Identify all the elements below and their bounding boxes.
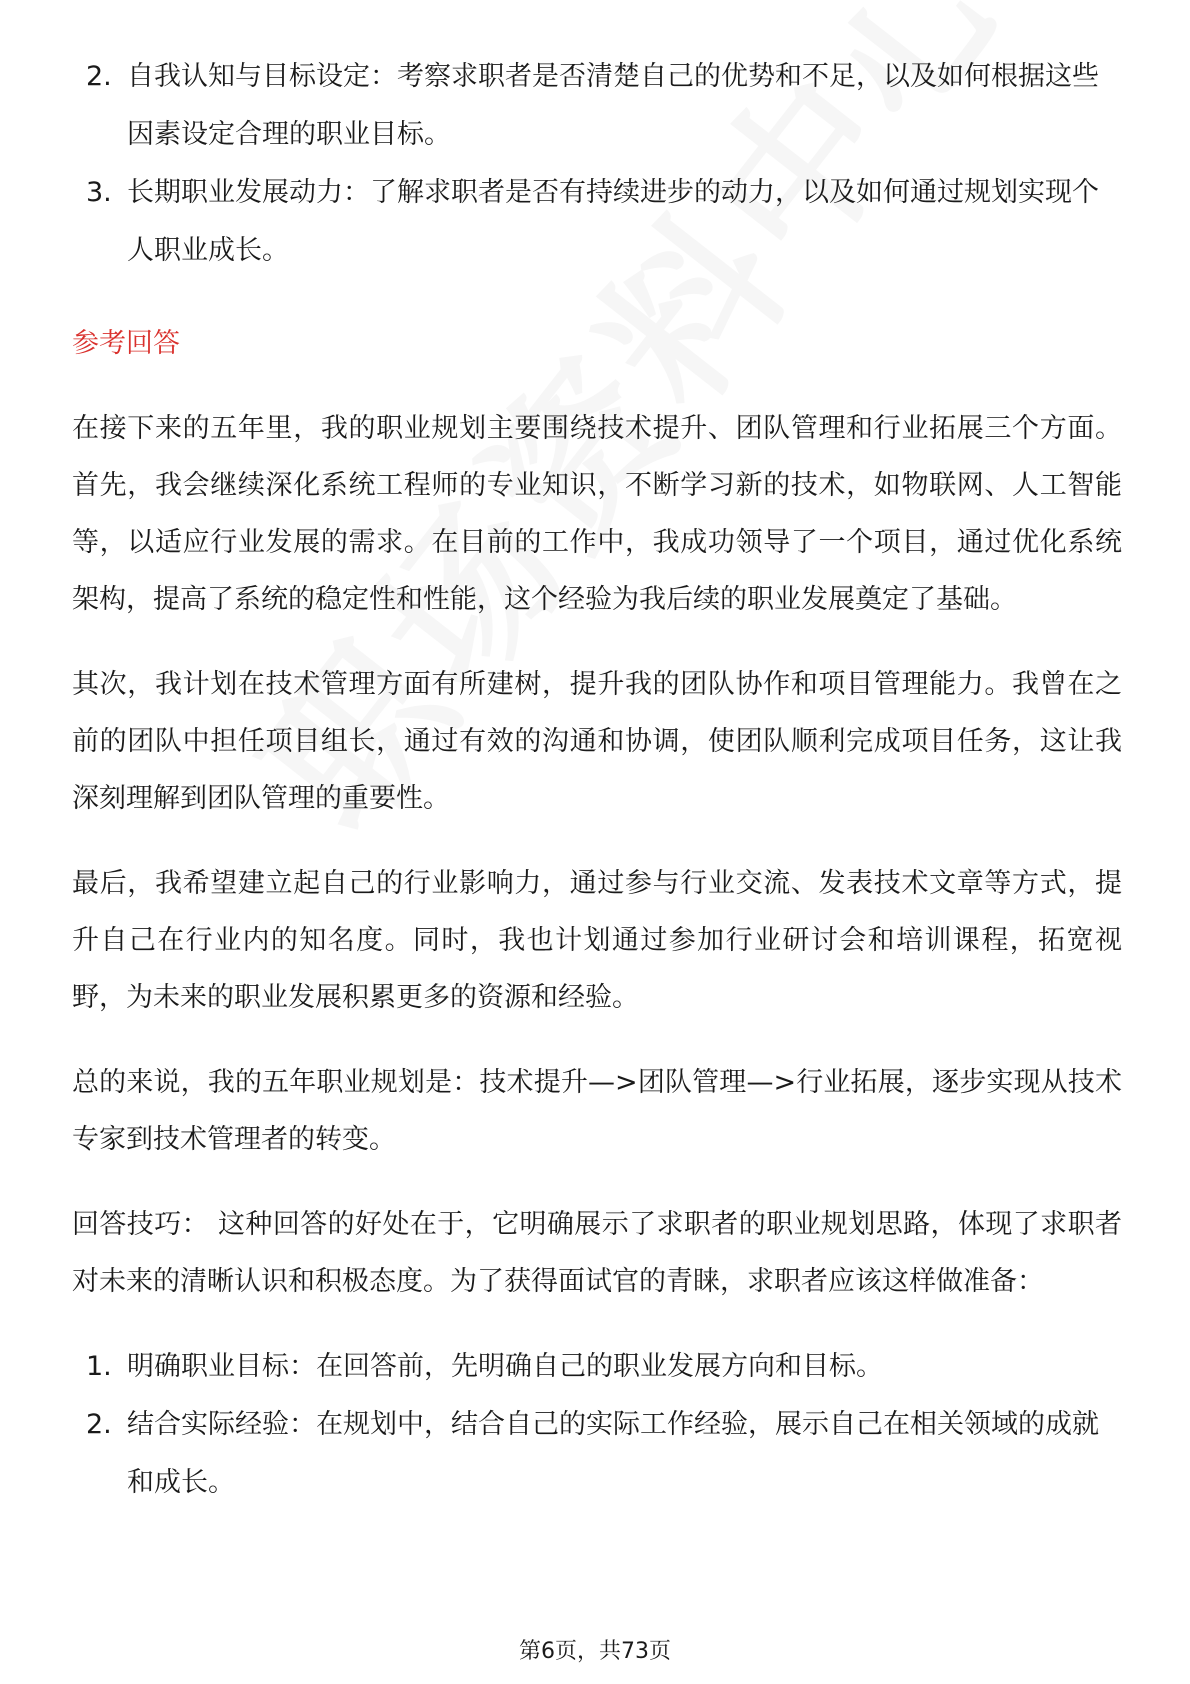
list-number: 2. xyxy=(86,61,112,92)
document-body xyxy=(72,48,1122,1512)
list-text: 结合实际经验：在规划中，结合自己的实际工作经验，展示自己在相关领域的成就和成长。 xyxy=(127,1409,1099,1498)
list-item xyxy=(72,1396,1122,1512)
paragraph: 其次，我计划在技术管理方面有所建树，提升我的团队协作和项目管理能力。我曾在之前的团队中担任项目组长，通过有效的沟通和协调，使团队顺利完成项目任务，这让我深刻理解到团队管理的重要性。 xyxy=(72,669,1122,814)
section-heading: 参考回答 xyxy=(72,328,180,359)
paragraph: 回答技巧： 这种回答的好处在于，它明确展示了求职者的职业规划思路，体现了求职者对未来的清晰认识和积极态度。为了获得面试官的青睐，求职者应该这样做准备： xyxy=(72,1209,1122,1297)
list-item xyxy=(72,164,1122,280)
preparation-tips-list xyxy=(72,1338,1122,1512)
list-item xyxy=(72,48,1122,164)
evaluation-points-list xyxy=(72,48,1122,280)
paragraph: 总的来说，我的五年职业规划是：技术提升—>团队管理—>行业拓展，逐步实现从技术专家到技术管理者的转变。 xyxy=(72,1067,1122,1155)
paragraph: 在接下来的五年里，我的职业规划主要围绕技术提升、团队管理和行业拓展三个方面。首先，我会继续深化系统工程师的专业知识，不断学习新的技术，如物联网、人工智能等，以适应行业发展的需求。在目前的工作中，我成功领导了一个项目，通过优化系统架构，提高了系统的稳定性和性能，这个经验为我后续的职业发展奠定了基础。 xyxy=(72,413,1122,615)
list-number: 2. xyxy=(86,1409,112,1440)
list-text: 自我认知与目标设定：考察求职者是否清楚自己的优势和不足，以及如何根据这些因素设定合理的职业目标。 xyxy=(127,61,1099,150)
list-text: 明确职业目标：在回答前，先明确自己的职业发展方向和目标。 xyxy=(127,1351,883,1382)
list-number: 1. xyxy=(86,1351,112,1382)
list-text: 长期职业发展动力：了解求职者是否有持续进步的动力，以及如何通过规划实现个人职业成长。 xyxy=(127,177,1099,266)
page-number: 第6页，共73页 xyxy=(519,1639,671,1664)
list-number: 3. xyxy=(86,177,112,208)
paragraph: 最后，我希望建立起自己的行业影响力，通过参与行业交流、发表技术文章等方式，提升自己在行业内的知名度。同时，我也计划通过参加行业研讨会和培训课程，拓宽视野，为未来的职业发展积累更多的资源和经验。 xyxy=(72,868,1122,1013)
list-item xyxy=(72,1338,1122,1396)
